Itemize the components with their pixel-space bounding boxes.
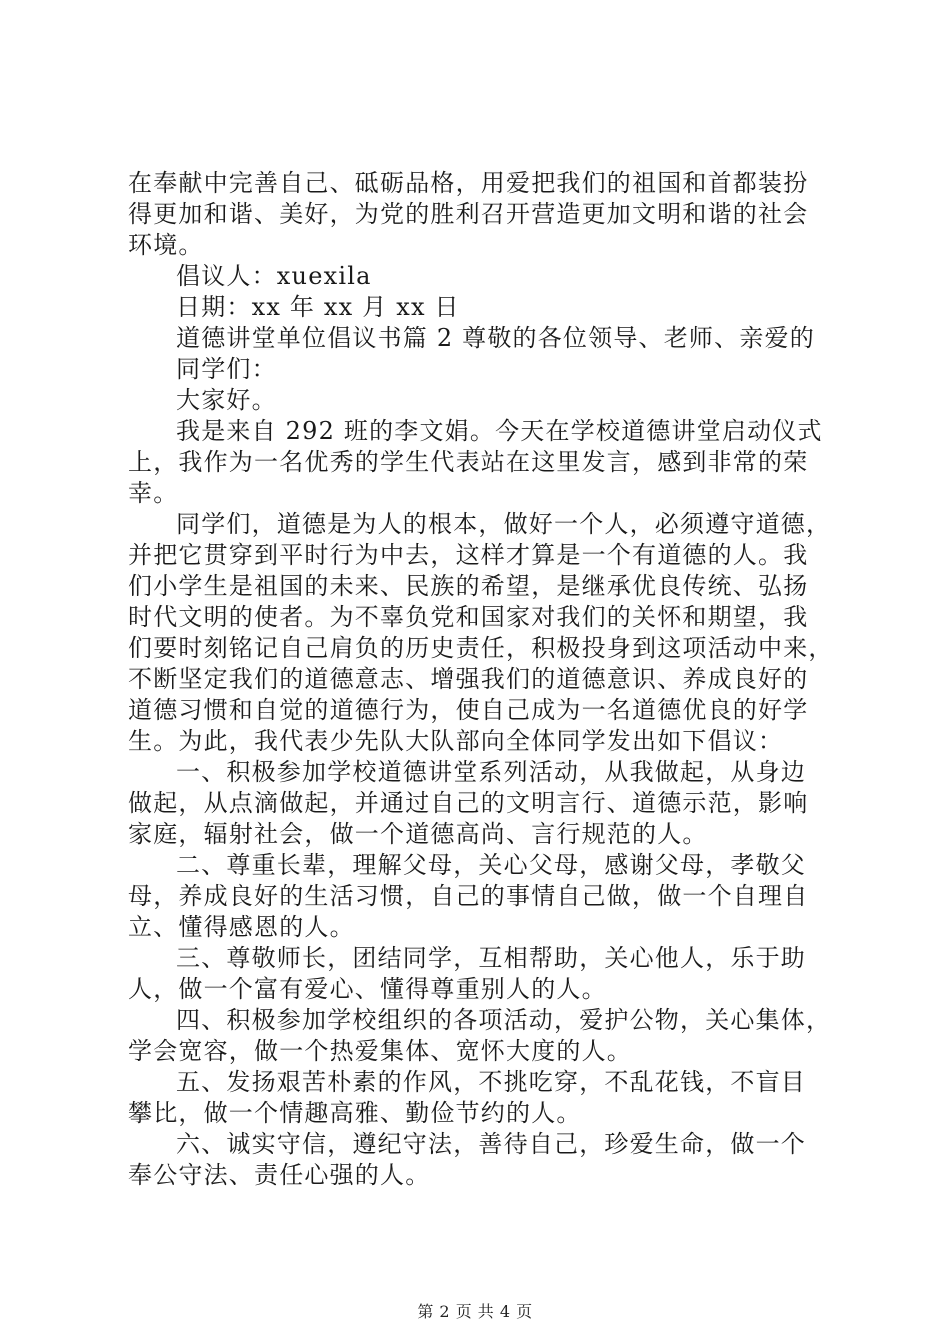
- text-line: 幸。: [128, 479, 179, 507]
- text-line: 们小学生是祖国的未来、民族的希望，是继承优良传统、弘扬: [128, 572, 809, 600]
- text-line: 上，我作为一名优秀的学生代表站在这里发言，感到非常的荣: [128, 448, 809, 476]
- text-line: 母，养成良好的生活习惯，自己的事情自己做，做一个自理自: [128, 882, 809, 910]
- text-line: 在奉献中完善自己、砥砺品格，用爱把我们的祖国和首都装扮: [128, 169, 809, 197]
- text-line: 奉公守法、责任心强的人。: [128, 1161, 431, 1189]
- text-line: 并把它贯穿到平时行为中去，这样才算是一个有道德的人。我: [128, 541, 809, 569]
- text-line: 环境。: [128, 231, 204, 259]
- text-line: 我是来自 292 班的李文娟。今天在学校道德讲堂启动仪式: [176, 417, 823, 445]
- text-line: 三、尊敬师长，团结同学，互相帮助，关心他人，乐于助: [176, 944, 806, 972]
- text-line: 道德习惯和自觉的道德行为，使自己成为一名道德优良的好学: [128, 696, 809, 724]
- text-line: 五、发扬艰苦朴素的作风，不挑吃穿，不乱花钱，不盲目: [176, 1068, 806, 1096]
- text-line: 四、积极参加学校组织的各项活动，爱护公物，关心集体，: [176, 1006, 832, 1034]
- text-line: 立、懂得感恩的人。: [128, 913, 355, 941]
- text-line: 日期：xx 年 xx 月 xx 日: [176, 293, 460, 321]
- text-line: 同学们：: [176, 355, 277, 383]
- text-line: 倡议人：xuexila: [176, 262, 372, 290]
- text-line: 一、积极参加学校道德讲堂系列活动，从我做起，从身边: [176, 758, 806, 786]
- text-line: 攀比，做一个情趣高雅、勤俭节约的人。: [128, 1099, 582, 1127]
- text-line: 家庭，辐射社会，做一个道德高尚、言行规范的人。: [128, 820, 708, 848]
- text-line: 做起，从点滴做起，并通过自己的文明言行、道德示范，影响: [128, 789, 809, 817]
- text-line: 同学们，道德是为人的根本，做好一个人，必须遵守道德，: [176, 510, 832, 538]
- text-line: 生。为此，我代表少先队大队部向全体同学发出如下倡议：: [128, 727, 784, 755]
- page-number-footer: 第 2 页 共 4 页: [417, 1302, 533, 1321]
- text-line: 不断坚定我们的道德意志、增强我们的道德意识、养成良好的: [128, 665, 809, 693]
- text-line: 二、尊重长辈，理解父母，关心父母，感谢父母，孝敬父: [176, 851, 806, 879]
- text-line: 六、诚实守信，遵纪守法，善待自己，珍爱生命，做一个: [176, 1130, 806, 1158]
- text-line: 们要时刻铭记自己肩负的历史责任，积极投身到这项活动中来，: [128, 634, 834, 662]
- document-body: [128, 168, 840, 1191]
- text-line: 得更加和谐、美好，为党的胜利召开营造更加文明和谐的社会: [128, 200, 809, 228]
- text-line: 学会宽容，做一个热爱集体、宽怀大度的人。: [128, 1037, 632, 1065]
- text-line: 大家好。: [176, 386, 277, 414]
- text-line: 道德讲堂单位倡议书篇 2 尊敬的各位领导、老师、亲爱的: [176, 324, 815, 352]
- text-line: 人，做一个富有爱心、懂得尊重别人的人。: [128, 975, 607, 1003]
- text-line: 时代文明的使者。为不辜负党和国家对我们的关怀和期望，我: [128, 603, 809, 631]
